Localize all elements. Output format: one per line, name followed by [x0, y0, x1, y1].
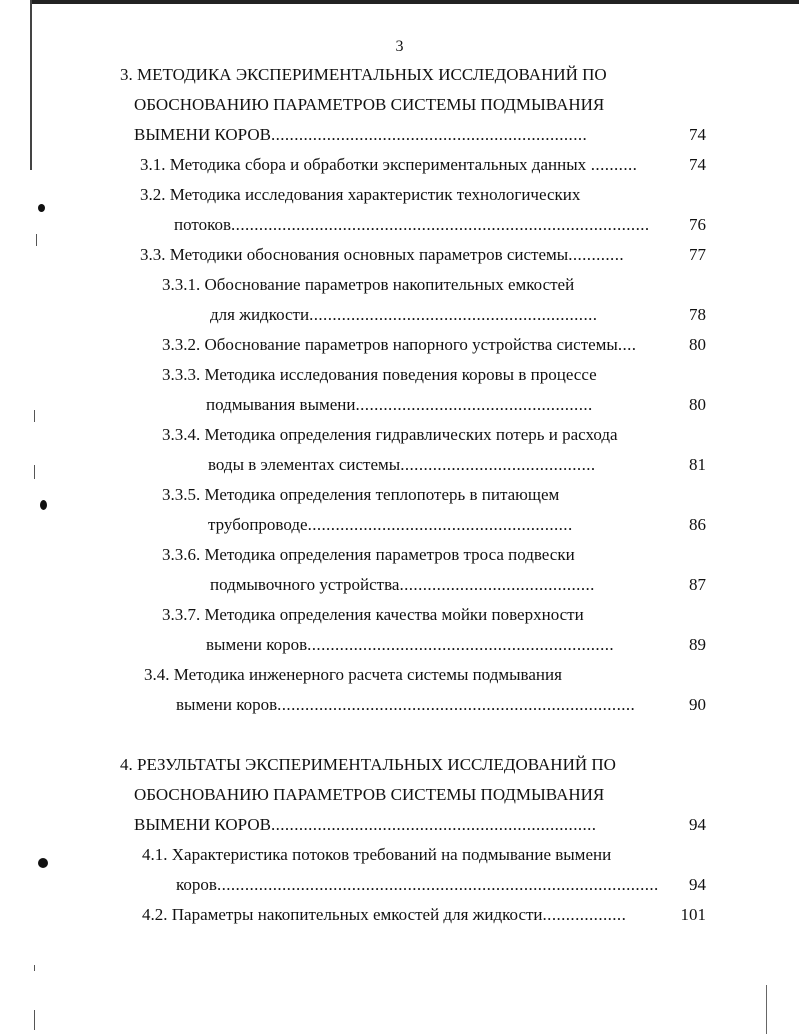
toc-entry-line: 3.2. Методика исследования характеристик технологических — [140, 185, 581, 204]
toc-page-number: 80 — [689, 395, 706, 414]
toc-page-number: 90 — [689, 695, 706, 714]
toc-entry-line: подмывочного устройства.......................................... — [210, 575, 595, 594]
scan-tick — [34, 465, 35, 479]
toc-entry-line: ОБОСНОВАНИЮ ПАРАМЕТРОВ СИСТЕМЫ ПОДМЫВАНИЯ — [134, 785, 605, 804]
scan-speck — [38, 858, 48, 868]
scan-speck — [38, 204, 45, 212]
toc-page-number: 101 — [680, 905, 706, 924]
toc-entry-line: 4.1. Характеристика потоков требований на подмывание вымени — [142, 845, 612, 864]
toc-page-number: 94 — [689, 875, 706, 894]
toc-entry-line: 3.3.5. Методика определения теплопотерь в питающем — [162, 485, 560, 504]
toc-page-number: 80 — [689, 335, 706, 354]
toc-entry-line: коров............................................................................................... — [176, 875, 659, 894]
toc-page-number: 81 — [689, 455, 706, 474]
toc-entry-line: 3.3.7. Методика определения качества мойки поверхности — [162, 605, 584, 624]
toc-entry-line: трубопроводе......................................................... — [208, 515, 573, 534]
toc-entry-line: ВЫМЕНИ КОРОВ.................................................................... — [134, 125, 588, 144]
toc-page-number: 87 — [689, 575, 706, 594]
toc-entry-line: 3.3.2. Обоснование параметров напорного устройства системы.... — [162, 335, 637, 354]
toc-entry-line: 3.3.1. Обоснование параметров накопительных емкостей — [162, 275, 575, 294]
toc-entry-line: ВЫМЕНИ КОРОВ...................................................................... — [134, 815, 597, 834]
toc-entry-line: 3.4. Методика инженерного расчета системы подмывания — [144, 665, 562, 684]
toc-entry-line: потоков.......................................................................................... — [174, 215, 650, 234]
scan-edge-top — [30, 0, 799, 4]
toc-page-number: 77 — [689, 245, 706, 264]
toc-entry-line: 3.3. Методики обоснования основных параметров системы............ — [140, 245, 625, 264]
toc-entry-line: 3.3.6. Методика определения параметров троса подвески — [162, 545, 575, 564]
toc-page-number: 76 — [689, 215, 706, 234]
scan-tick — [34, 965, 35, 971]
toc-entry-line: ОБОСНОВАНИЮ ПАРАМЕТРОВ СИСТЕМЫ ПОДМЫВАНИЯ — [134, 95, 605, 114]
toc-entry-line: 3.3.4. Методика определения гидравлических потерь и расхода — [162, 425, 618, 444]
scan-tick — [34, 410, 35, 422]
toc-entry-line: вымени коров............................................................................. — [176, 695, 636, 714]
scan-edge-right — [766, 985, 767, 1034]
toc-entry-line: подмывания вымени................................................... — [206, 395, 593, 414]
toc-page-number: 78 — [689, 305, 706, 324]
scan-edge-left — [30, 0, 32, 170]
toc-entry-line: воды в элементах системы.......................................... — [208, 455, 596, 474]
toc-page-number: 89 — [689, 635, 706, 654]
toc-entry-line: для жидкости.............................................................. — [210, 305, 598, 324]
toc-entry-line: 4. РЕЗУЛЬТАТЫ ЭКСПЕРИМЕНТАЛЬНЫХ ИССЛЕДОВАНИЙ ПО — [120, 755, 616, 774]
toc-page-number: 74 — [689, 155, 706, 174]
toc-entry-line: 3.1. Методика сбора и обработки экспериментальных данных .......... — [140, 155, 638, 174]
toc-entry-line: 3. МЕТОДИКА ЭКСПЕРИМЕНТАЛЬНЫХ ИССЛЕДОВАНИЙ ПО — [120, 65, 607, 84]
toc-page-number: 94 — [689, 815, 706, 834]
toc-entry-line: 4.2. Параметры накопительных емкостей для жидкости.................. — [142, 905, 627, 924]
toc-entry-line: вымени коров.................................................................. — [206, 635, 615, 654]
toc-page-number: 74 — [689, 125, 706, 144]
toc-page-number: 86 — [689, 515, 706, 534]
scan-speck — [40, 500, 47, 510]
scan-tick — [34, 1010, 35, 1030]
scan-tick — [36, 234, 37, 246]
toc-entry-line: 3.3.3. Методика исследования поведения коровы в процессе — [162, 365, 597, 384]
page-number: 3 — [395, 38, 404, 55]
